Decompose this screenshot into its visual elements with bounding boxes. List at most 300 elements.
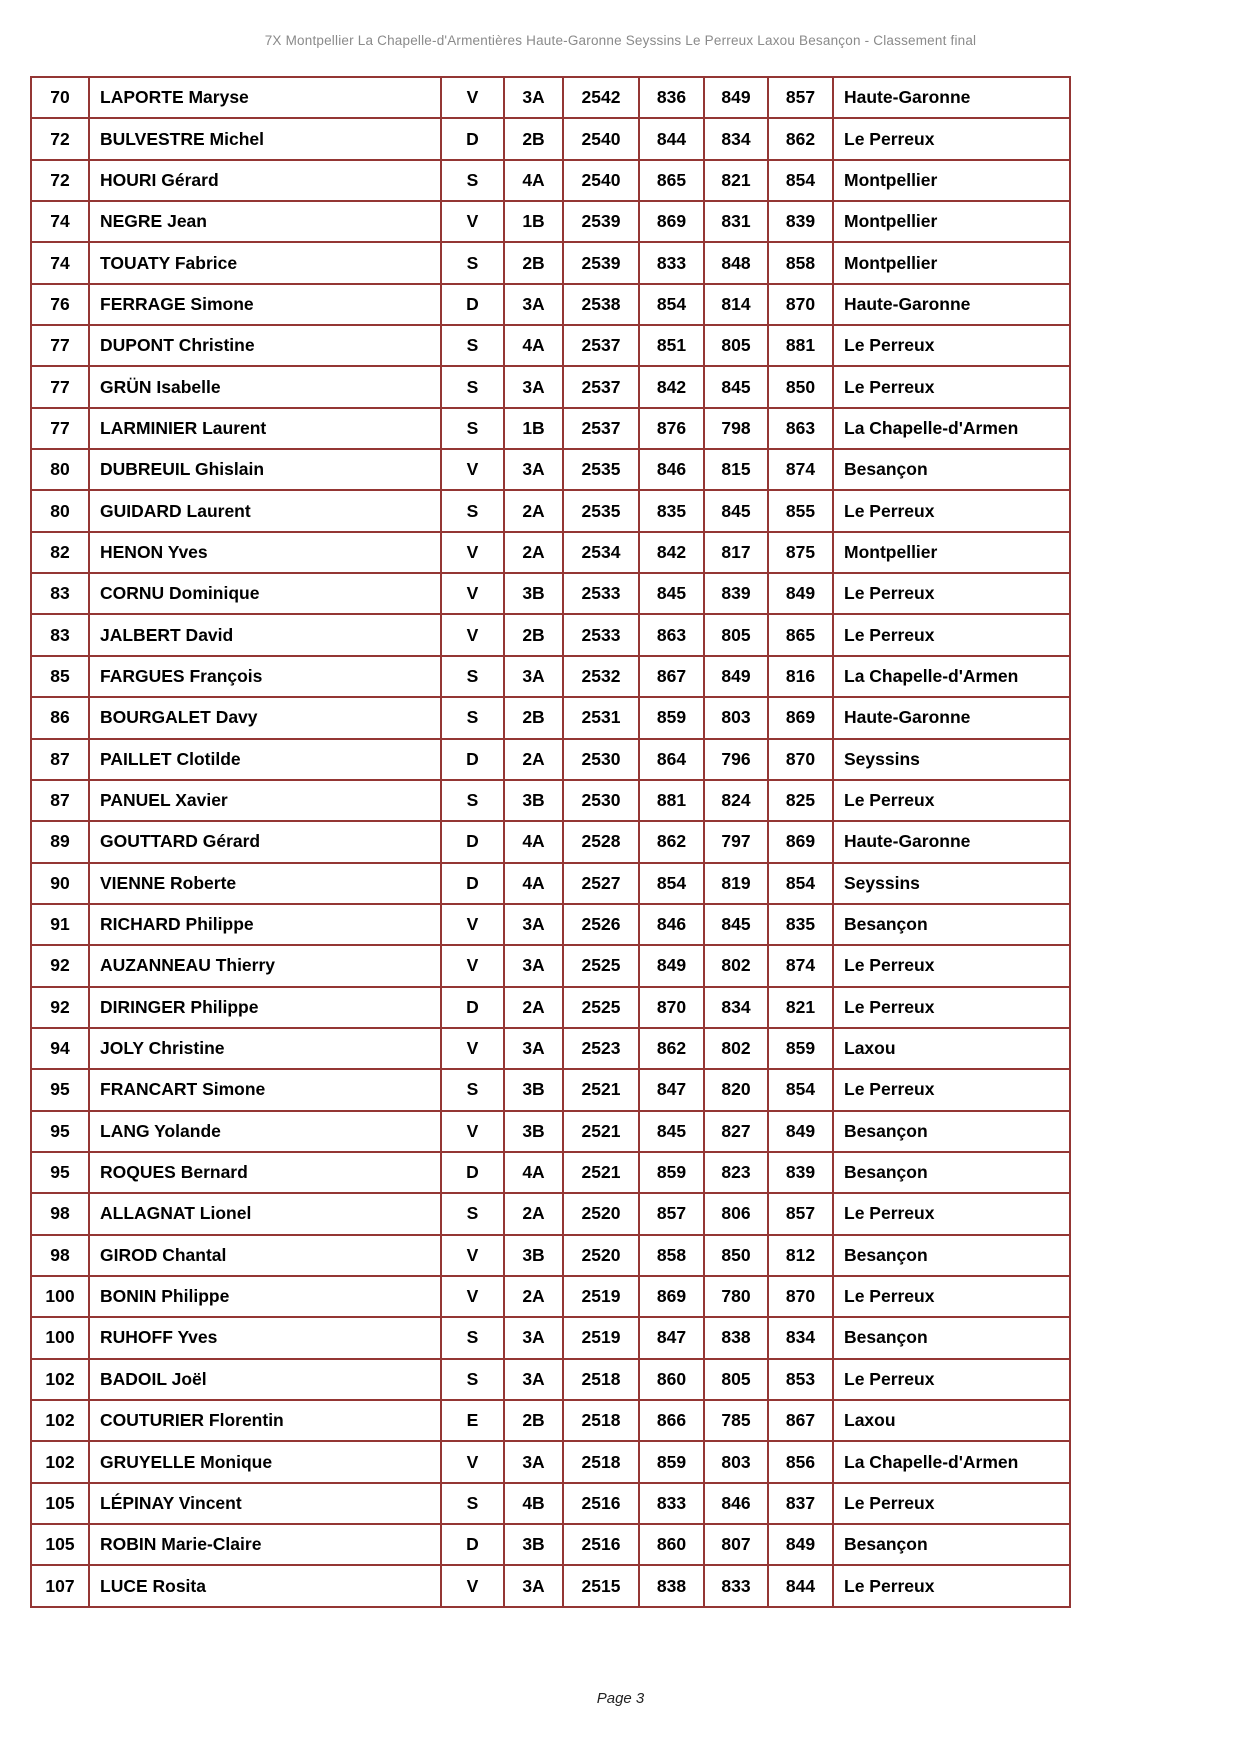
score3-cell: 849 [768,1524,833,1565]
score2-cell: 785 [704,1400,768,1441]
rank-cell: 90 [31,863,89,904]
name-cell: DIRINGER Philippe [89,987,441,1028]
club-cell: La Chapelle-d'Armen [833,408,1070,449]
rank-cell: 72 [31,160,89,201]
table-row [31,490,1070,531]
total-cell: 2533 [563,614,639,655]
score1-cell: 847 [639,1069,704,1110]
table-row [31,1441,1070,1482]
rank-cell: 80 [31,449,89,490]
series-cell: 2B [504,1400,563,1441]
score3-cell: 863 [768,408,833,449]
score2-cell: 815 [704,449,768,490]
club-cell: Besançon [833,1152,1070,1193]
rank-cell: 92 [31,987,89,1028]
score2-cell: 796 [704,739,768,780]
club-cell: Le Perreux [833,1193,1070,1234]
name-cell: VIENNE Roberte [89,863,441,904]
series-cell: 2A [504,987,563,1028]
table-row [31,904,1070,945]
series-cell: 2A [504,739,563,780]
total-cell: 2525 [563,945,639,986]
score1-cell: 833 [639,1483,704,1524]
total-cell: 2519 [563,1276,639,1317]
total-cell: 2516 [563,1524,639,1565]
name-cell: GIROD Chantal [89,1235,441,1276]
series-cell: 4A [504,1152,563,1193]
total-cell: 2528 [563,821,639,862]
category-cell: E [441,1400,504,1441]
name-cell: GRUYELLE Monique [89,1441,441,1482]
table-row [31,1276,1070,1317]
series-cell: 3A [504,904,563,945]
table-row [31,780,1070,821]
club-cell: Besançon [833,1317,1070,1358]
score3-cell: 854 [768,160,833,201]
score2-cell: 802 [704,945,768,986]
rank-cell: 80 [31,490,89,531]
name-cell: ROQUES Bernard [89,1152,441,1193]
rank-cell: 100 [31,1317,89,1358]
table-row [31,77,1070,118]
total-cell: 2525 [563,987,639,1028]
total-cell: 2542 [563,77,639,118]
score2-cell: 803 [704,697,768,738]
category-cell: V [441,904,504,945]
total-cell: 2526 [563,904,639,945]
score2-cell: 848 [704,242,768,283]
series-cell: 3B [504,1235,563,1276]
series-cell: 3A [504,656,563,697]
score1-cell: 849 [639,945,704,986]
name-cell: LÉPINAY Vincent [89,1483,441,1524]
rank-cell: 87 [31,780,89,821]
category-cell: S [441,325,504,366]
series-cell: 3A [504,366,563,407]
series-cell: 2A [504,1276,563,1317]
series-cell: 2A [504,1193,563,1234]
table-row [31,1483,1070,1524]
page-number: Page 3 [596,1690,645,1707]
document-header-title: 7X Montpellier La Chapelle-d'Armentières Haute-Garonne Seyssins Le Perreux Laxou Besançon - Classement final [264,33,977,48]
category-cell: V [441,1028,504,1069]
category-cell: D [441,118,504,159]
score1-cell: 869 [639,1276,704,1317]
rank-cell: 91 [31,904,89,945]
name-cell: LANG Yolande [89,1111,441,1152]
name-cell: DUPONT Christine [89,325,441,366]
series-cell: 4B [504,1483,563,1524]
club-cell: La Chapelle-d'Armen [833,656,1070,697]
total-cell: 2535 [563,490,639,531]
score1-cell: 838 [639,1565,704,1606]
series-cell: 3A [504,284,563,325]
name-cell: PANUEL Xavier [89,780,441,821]
name-cell: RUHOFF Yves [89,1317,441,1358]
name-cell: GRÜN Isabelle [89,366,441,407]
score1-cell: 867 [639,656,704,697]
total-cell: 2521 [563,1111,639,1152]
score1-cell: 842 [639,532,704,573]
score1-cell: 835 [639,490,704,531]
score3-cell: 865 [768,614,833,655]
category-cell: D [441,821,504,862]
score2-cell: 805 [704,1359,768,1400]
category-cell: S [441,242,504,283]
rank-cell: 77 [31,408,89,449]
score2-cell: 849 [704,77,768,118]
score2-cell: 839 [704,573,768,614]
score2-cell: 780 [704,1276,768,1317]
table-row [31,118,1070,159]
series-cell: 3A [504,1565,563,1606]
table-row [31,1069,1070,1110]
score1-cell: 842 [639,366,704,407]
club-cell: Montpellier [833,242,1070,283]
category-cell: V [441,573,504,614]
table-row [31,573,1070,614]
total-cell: 2530 [563,739,639,780]
score2-cell: 821 [704,160,768,201]
score1-cell: 869 [639,201,704,242]
score2-cell: 823 [704,1152,768,1193]
score1-cell: 859 [639,1152,704,1193]
score1-cell: 866 [639,1400,704,1441]
score3-cell: 812 [768,1235,833,1276]
series-cell: 4A [504,863,563,904]
total-cell: 2533 [563,573,639,614]
score1-cell: 863 [639,614,704,655]
name-cell: GUIDARD Laurent [89,490,441,531]
score3-cell: 856 [768,1441,833,1482]
rank-cell: 74 [31,201,89,242]
table-row [31,863,1070,904]
series-cell: 2B [504,614,563,655]
score3-cell: 854 [768,863,833,904]
category-cell: D [441,987,504,1028]
category-cell: S [441,160,504,201]
total-cell: 2531 [563,697,639,738]
total-cell: 2516 [563,1483,639,1524]
score1-cell: 836 [639,77,704,118]
score3-cell: 849 [768,1111,833,1152]
score1-cell: 860 [639,1524,704,1565]
series-cell: 2B [504,242,563,283]
score2-cell: 805 [704,325,768,366]
total-cell: 2518 [563,1441,639,1482]
series-cell: 3A [504,1359,563,1400]
score3-cell: 855 [768,490,833,531]
name-cell: BADOIL Joël [89,1359,441,1400]
club-cell: Le Perreux [833,1483,1070,1524]
total-cell: 2521 [563,1152,639,1193]
series-cell: 3A [504,449,563,490]
rank-cell: 76 [31,284,89,325]
series-cell: 3B [504,1069,563,1110]
rank-cell: 107 [31,1565,89,1606]
rank-cell: 77 [31,366,89,407]
table-row [31,821,1070,862]
score3-cell: 850 [768,366,833,407]
category-cell: S [441,1359,504,1400]
club-cell: Seyssins [833,739,1070,780]
series-cell: 2B [504,697,563,738]
score2-cell: 849 [704,656,768,697]
score3-cell: 870 [768,739,833,780]
score2-cell: 850 [704,1235,768,1276]
category-cell: D [441,863,504,904]
name-cell: HENON Yves [89,532,441,573]
club-cell: Seyssins [833,863,1070,904]
table-row [31,1111,1070,1152]
category-cell: V [441,532,504,573]
club-cell: Le Perreux [833,325,1070,366]
score3-cell: 870 [768,284,833,325]
category-cell: V [441,1565,504,1606]
table-row [31,1235,1070,1276]
club-cell: Laxou [833,1400,1070,1441]
club-cell: Haute-Garonne [833,821,1070,862]
score3-cell: 875 [768,532,833,573]
rank-cell: 86 [31,697,89,738]
total-cell: 2523 [563,1028,639,1069]
rank-cell: 105 [31,1483,89,1524]
score2-cell: 845 [704,904,768,945]
total-cell: 2535 [563,449,639,490]
score2-cell: 834 [704,118,768,159]
club-cell: Besançon [833,1111,1070,1152]
name-cell: BONIN Philippe [89,1276,441,1317]
score2-cell: 803 [704,1441,768,1482]
category-cell: D [441,1152,504,1193]
score2-cell: 805 [704,614,768,655]
total-cell: 2540 [563,118,639,159]
name-cell: BOURGALET Davy [89,697,441,738]
rank-cell: 95 [31,1069,89,1110]
score3-cell: 867 [768,1400,833,1441]
club-cell: Besançon [833,1524,1070,1565]
club-cell: Haute-Garonne [833,77,1070,118]
club-cell: Le Perreux [833,1276,1070,1317]
name-cell: NEGRE Jean [89,201,441,242]
name-cell: DUBREUIL Ghislain [89,449,441,490]
rank-cell: 74 [31,242,89,283]
table-row [31,366,1070,407]
rank-cell: 102 [31,1400,89,1441]
total-cell: 2530 [563,780,639,821]
table-row [31,1359,1070,1400]
club-cell: Le Perreux [833,987,1070,1028]
classement-table-body [31,77,1070,1607]
classement-table [30,76,1071,1608]
total-cell: 2520 [563,1193,639,1234]
club-cell: Le Perreux [833,490,1070,531]
table-row [31,201,1070,242]
category-cell: V [441,614,504,655]
rank-cell: 82 [31,532,89,573]
score3-cell: 869 [768,821,833,862]
category-cell: V [441,449,504,490]
total-cell: 2538 [563,284,639,325]
table-row [31,697,1070,738]
name-cell: COUTURIER Florentin [89,1400,441,1441]
score3-cell: 835 [768,904,833,945]
club-cell: Montpellier [833,201,1070,242]
club-cell: Le Perreux [833,1069,1070,1110]
table-row [31,987,1070,1028]
score1-cell: 857 [639,1193,704,1234]
score2-cell: 807 [704,1524,768,1565]
rank-cell: 92 [31,945,89,986]
score1-cell: 854 [639,284,704,325]
rank-cell: 105 [31,1524,89,1565]
name-cell: HOURI Gérard [89,160,441,201]
total-cell: 2518 [563,1359,639,1400]
series-cell: 1B [504,201,563,242]
table-row [31,739,1070,780]
score3-cell: 844 [768,1565,833,1606]
score2-cell: 845 [704,490,768,531]
name-cell: FRANCART Simone [89,1069,441,1110]
name-cell: ROBIN Marie-Claire [89,1524,441,1565]
rank-cell: 89 [31,821,89,862]
club-cell: Besançon [833,904,1070,945]
score2-cell: 797 [704,821,768,862]
score2-cell: 798 [704,408,768,449]
category-cell: S [441,656,504,697]
score2-cell: 838 [704,1317,768,1358]
rank-cell: 95 [31,1152,89,1193]
table-row [31,1152,1070,1193]
score1-cell: 864 [639,739,704,780]
category-cell: S [441,1193,504,1234]
series-cell: 3A [504,1028,563,1069]
score3-cell: 869 [768,697,833,738]
club-cell: Besançon [833,1235,1070,1276]
rank-cell: 83 [31,573,89,614]
score1-cell: 859 [639,697,704,738]
category-cell: S [441,490,504,531]
total-cell: 2537 [563,325,639,366]
score3-cell: 834 [768,1317,833,1358]
rank-cell: 98 [31,1235,89,1276]
score1-cell: 881 [639,780,704,821]
total-cell: 2534 [563,532,639,573]
score2-cell: 834 [704,987,768,1028]
club-cell: La Chapelle-d'Armen [833,1441,1070,1482]
table-row [31,532,1070,573]
score2-cell: 846 [704,1483,768,1524]
category-cell: V [441,77,504,118]
score3-cell: 874 [768,449,833,490]
series-cell: 3B [504,780,563,821]
score3-cell: 839 [768,201,833,242]
rank-cell: 72 [31,118,89,159]
table-row [31,160,1070,201]
series-cell: 3A [504,1441,563,1482]
score2-cell: 833 [704,1565,768,1606]
club-cell: Montpellier [833,532,1070,573]
score1-cell: 846 [639,449,704,490]
score1-cell: 870 [639,987,704,1028]
score3-cell: 870 [768,1276,833,1317]
name-cell: CORNU Dominique [89,573,441,614]
club-cell: Le Perreux [833,1565,1070,1606]
total-cell: 2520 [563,1235,639,1276]
rank-cell: 77 [31,325,89,366]
rank-cell: 87 [31,739,89,780]
score1-cell: 845 [639,573,704,614]
table-row [31,656,1070,697]
score3-cell: 881 [768,325,833,366]
club-cell: Laxou [833,1028,1070,1069]
rank-cell: 100 [31,1276,89,1317]
name-cell: RICHARD Philippe [89,904,441,945]
club-cell: Le Perreux [833,945,1070,986]
score2-cell: 820 [704,1069,768,1110]
rank-cell: 70 [31,77,89,118]
score3-cell: 859 [768,1028,833,1069]
score2-cell: 827 [704,1111,768,1152]
club-cell: Le Perreux [833,118,1070,159]
score1-cell: 862 [639,821,704,862]
name-cell: PAILLET Clotilde [89,739,441,780]
total-cell: 2539 [563,201,639,242]
category-cell: S [441,780,504,821]
table-row [31,325,1070,366]
score1-cell: 845 [639,1111,704,1152]
club-cell: Le Perreux [833,573,1070,614]
category-cell: S [441,408,504,449]
series-cell: 2A [504,532,563,573]
table-row [31,1028,1070,1069]
name-cell: BULVESTRE Michel [89,118,441,159]
table-row [31,1565,1070,1606]
score1-cell: 865 [639,160,704,201]
score1-cell: 854 [639,863,704,904]
name-cell: JALBERT David [89,614,441,655]
rank-cell: 102 [31,1359,89,1400]
rank-cell: 83 [31,614,89,655]
category-cell: D [441,284,504,325]
club-cell: Le Perreux [833,366,1070,407]
name-cell: LAPORTE Maryse [89,77,441,118]
score3-cell: 874 [768,945,833,986]
table-row [31,284,1070,325]
rank-cell: 102 [31,1441,89,1482]
table-row [31,1400,1070,1441]
total-cell: 2540 [563,160,639,201]
score3-cell: 816 [768,656,833,697]
category-cell: S [441,366,504,407]
category-cell: S [441,1069,504,1110]
score1-cell: 851 [639,325,704,366]
series-cell: 2B [504,118,563,159]
name-cell: JOLY Christine [89,1028,441,1069]
club-cell: Le Perreux [833,780,1070,821]
total-cell: 2515 [563,1565,639,1606]
score2-cell: 831 [704,201,768,242]
table-row [31,945,1070,986]
total-cell: 2537 [563,408,639,449]
table-row [31,242,1070,283]
rank-cell: 98 [31,1193,89,1234]
score3-cell: 857 [768,77,833,118]
category-cell: V [441,201,504,242]
series-cell: 3A [504,77,563,118]
club-cell: Le Perreux [833,614,1070,655]
category-cell: S [441,1317,504,1358]
